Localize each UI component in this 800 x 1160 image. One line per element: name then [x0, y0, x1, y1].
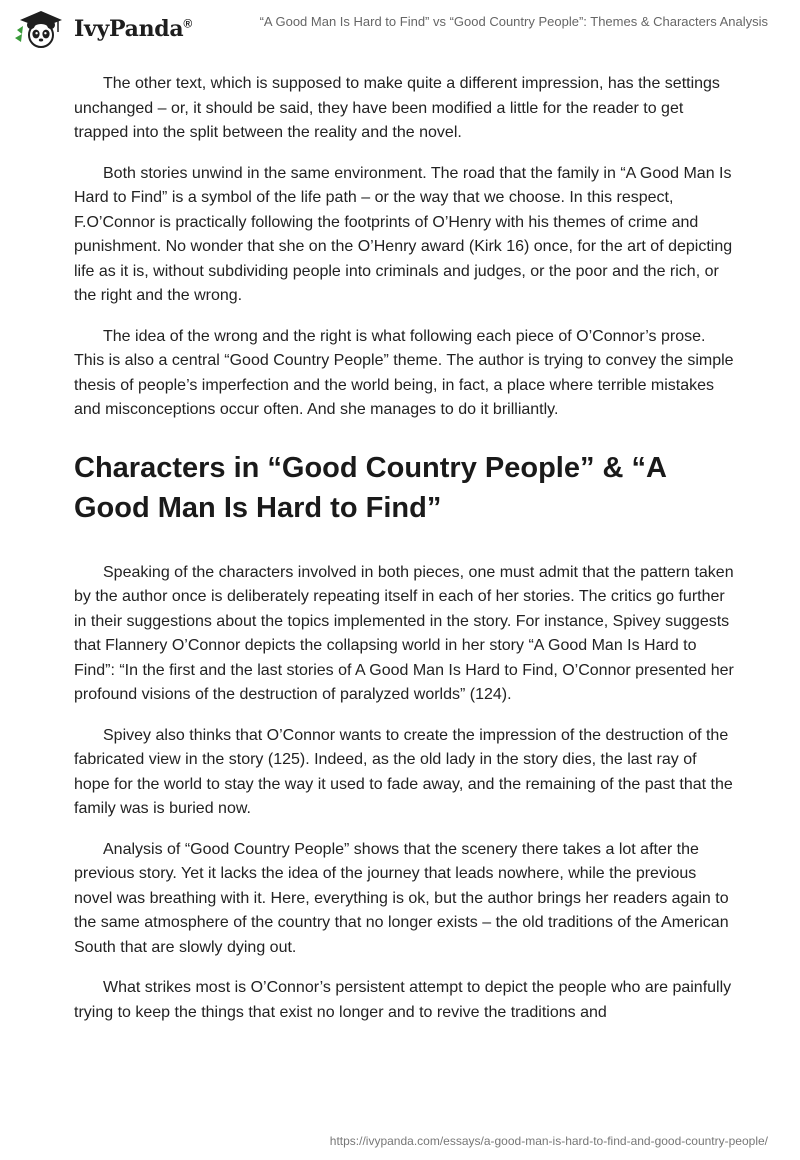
paragraph: Both stories unwind in the same environment. The road that the family in “A Good Man Is Hard to Find” is a symbol of the life path – or the way that we choose. In this respect, F.O’Connor is practically following the footprints of O’Henry with his themes of crime and punishment. No wonder that she on the O’Henry award (Kirk 16) once, for the art of depicting life as it is, without subdividing people into criminals and judges, or the poor and the rich, or the right and the wrong.	[74, 164, 733, 304]
paragraph: Analysis of “Good Country People” shows that the scenery there takes a lot after the previous story. Yet it lacks the idea of the journey that leads nowhere, while the previous novel was breathing with it. Here, everything is ok, but the author brings her readers again to the same atmosphere of the country that no longer exists – the old traditions of the American South that are slowly dying out.	[74, 840, 729, 956]
page-header	[0, 0, 800, 52]
document-title: “A Good Man Is Hard to Find” vs “Good Country People”: Themes & Characters Analysis	[259, 14, 768, 29]
logo-name: IvyPanda	[74, 16, 184, 42]
paragraph: Speaking of the characters involved in both pieces, one must admit that the pattern taken by the author once is deliberately repeating itself in each of her stories. The critics go further in their suggestions about the topics implemented in the story. For instance, Spivey suggests that Flannery O’Connor depicts the collapsing world in her story “A Good Man Is Hard to Find”: “In the first and the last stories of A Good Man Is Hard to Find, O’Connor presented her profound visions of the destruction of paralyzed worlds” (124).	[74, 563, 734, 703]
ivypanda-logo[interactable]	[14, 8, 192, 50]
section-heading: Characters in “Good Country People” & “A Good Man Is Hard to Find”	[74, 451, 666, 524]
essay-content	[74, 72, 734, 1041]
panda-graduate-icon	[14, 8, 68, 50]
paragraph: The idea of the wrong and the right is what following each piece of O’Connor’s prose. This is also a central “Good Country People” theme. The author is trying to convey the simple thesis of people’s imperfection and the world being, in fact, a place where terrible mistakes and misconceptions occur often. And she manages to do it brilliantly.	[74, 327, 734, 418]
paragraph: What strikes most is O’Connor’s persistent attempt to depict the people who are painfully trying to keep the things that exist no longer and to revive the traditions and	[74, 979, 732, 1021]
paragraph: Spivey also thinks that O’Connor wants to create the impression of the destruction of the fabricated view in the story (125). Indeed, as the old lady in the story dies, the last ray of hope for the world to stay the way it used to fade away, and the remaining of the past that the family was is buried now.	[74, 726, 733, 817]
registered-mark: ®	[183, 16, 192, 31]
paragraph: The other text, which is supposed to make quite a different impression, has the settings unchanged – or, it should be said, they have been modified a little for the reader to get trapped into the split between the reality and the novel.	[74, 75, 720, 141]
source-url-link[interactable]: https://ivypanda.com/essays/a-good-man-is-hard-to-find-and-good-country-people/	[329, 1134, 768, 1148]
logo-wordmark	[74, 16, 192, 42]
